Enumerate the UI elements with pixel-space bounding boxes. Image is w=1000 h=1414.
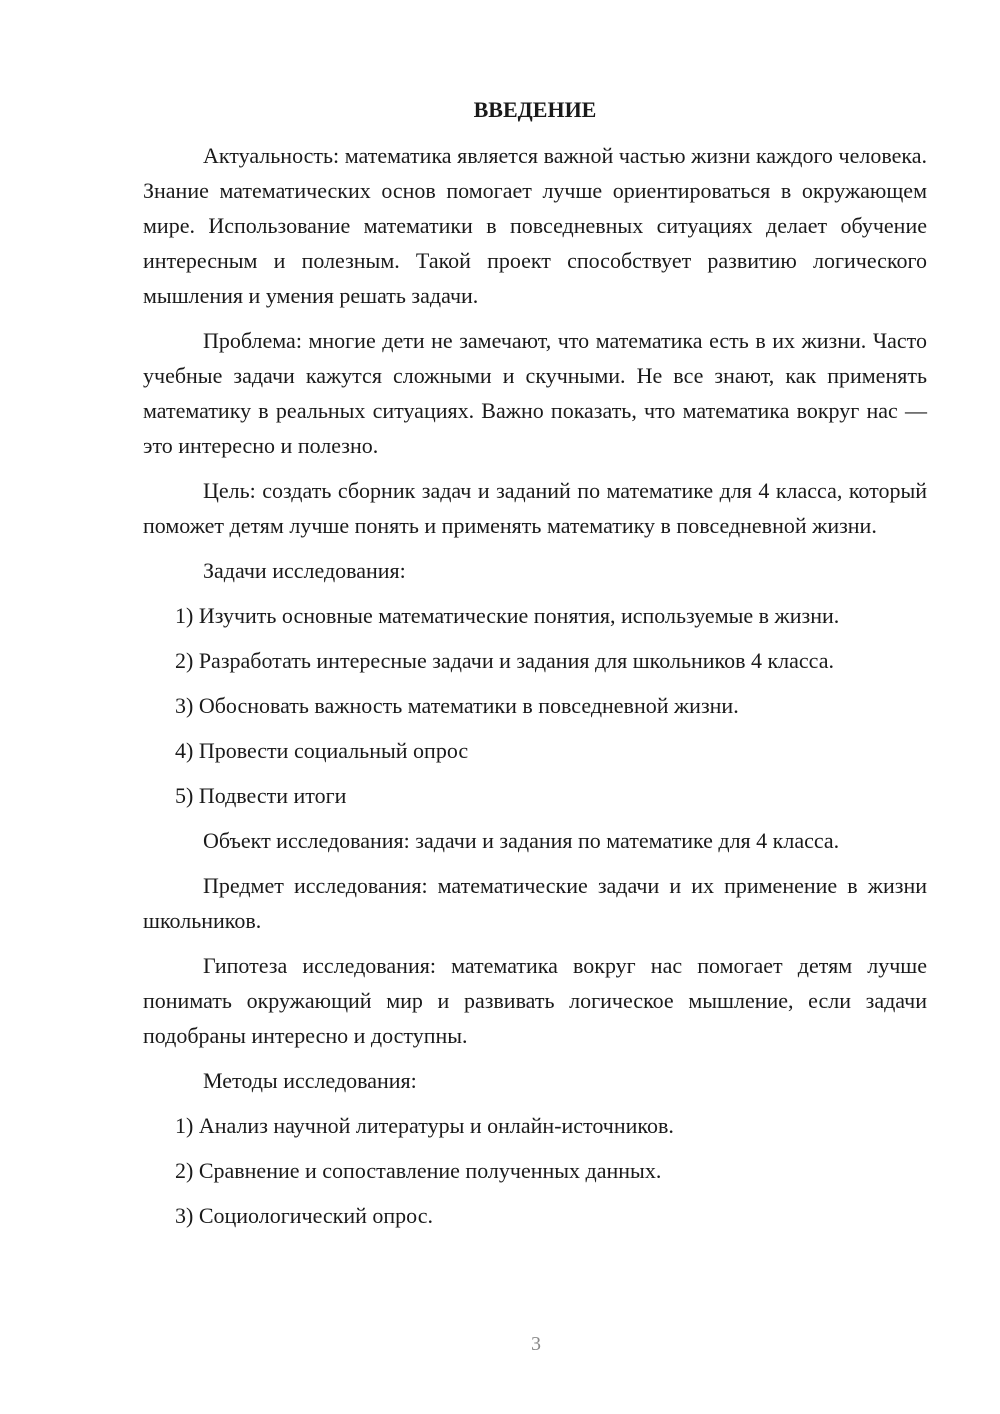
task-item: 2) Разработать интересные задачи и задания для школьников 4 класса. (175, 648, 834, 673)
method-item: 3) Социологический опрос. (175, 1203, 433, 1228)
task-item: 3) Обосновать важность математики в повседневной жизни. (175, 693, 739, 718)
relevance-paragraph: Актуальность: математика является важной частью жизни каждого человека. Знание математических основ помогает лучше ориентироваться в окружающем мире. Использование математики в повседневных ситуациях делает обучение интересным и полезным. Такой проект способствует развитию логического мышления и умения решать задачи. (143, 143, 927, 308)
tasks-list (143, 598, 927, 813)
methods-list (143, 1108, 927, 1233)
goal-paragraph: Цель: создать сборник задач и заданий по математике для 4 класса, который поможет детям лучше понять и применять математику в повседневной жизни. (143, 478, 927, 538)
methods-label: Методы исследования: (203, 1068, 417, 1093)
tasks-label: Задачи исследования: (203, 558, 406, 583)
document-body (143, 94, 927, 1243)
hypothesis-paragraph: Гипотеза исследования: математика вокруг нас помогает детям лучше понимать окружающий мир и развивать логическое мышление, если задачи подобраны интересно и доступны. (143, 953, 927, 1048)
task-item: 1) Изучить основные математические понятия, используемые в жизни. (175, 603, 840, 628)
page-number: 3 (531, 1333, 541, 1355)
subject-paragraph: Предмет исследования: математические задачи и их применение в жизни школьников. (143, 873, 927, 933)
method-item: 1) Анализ научной литературы и онлайн-источников. (175, 1113, 674, 1138)
problem-paragraph: Проблема: многие дети не замечают, что математика есть в их жизни. Часто учебные задачи кажутся сложными и скучными. Не все знают, как применять математику в реальных ситуациях. Важно показать, что математика вокруг нас — это интересно и полезно. (143, 328, 927, 458)
method-item: 2) Сравнение и сопоставление полученных данных. (175, 1158, 662, 1183)
section-title: ВВЕДЕНИЕ (473, 97, 597, 122)
task-item: 4) Провести социальный опрос (175, 738, 469, 763)
task-item: 5) Подвести итоги (175, 783, 347, 808)
object-paragraph: Объект исследования: задачи и задания по математике для 4 класса. (203, 828, 840, 853)
